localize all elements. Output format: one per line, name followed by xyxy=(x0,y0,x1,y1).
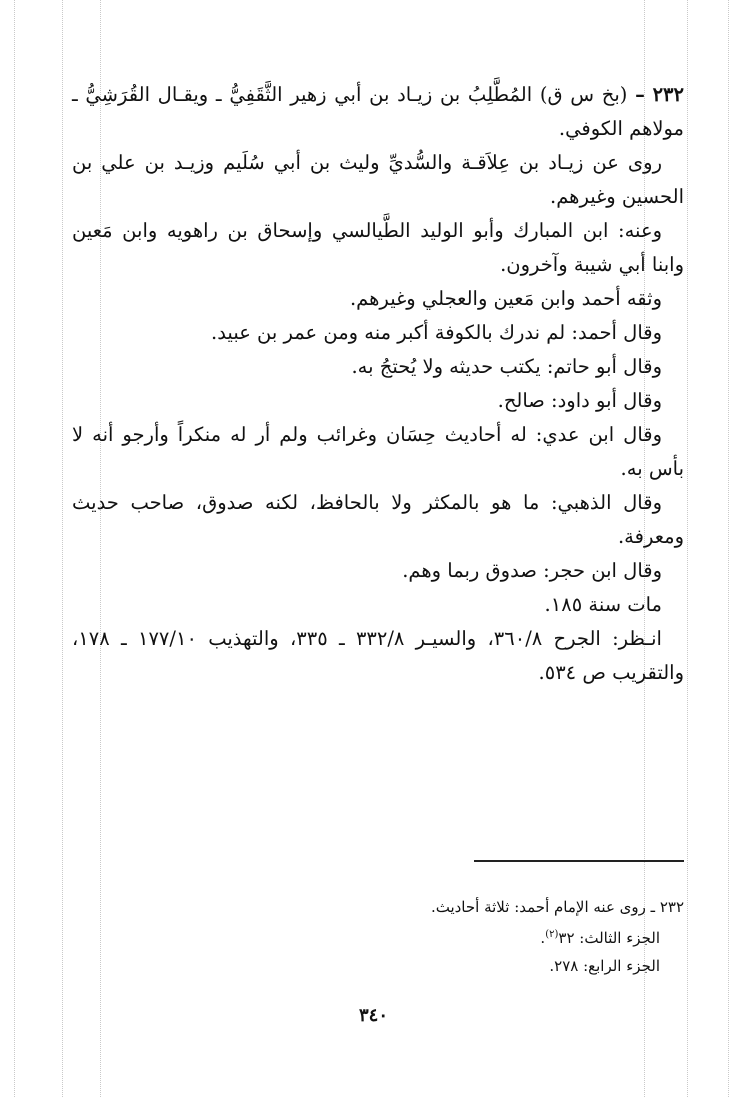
quote-ahmad: وقال أحمد: لم ندرك بالكوفة أكبر منه ومن عمر بن عبيد. xyxy=(211,321,662,344)
guide-line xyxy=(728,0,729,1097)
footnote-period: . xyxy=(540,929,546,947)
footnote-divider xyxy=(474,860,684,862)
footnote-line: الجزء الرابع: ٢٧٨. xyxy=(549,957,660,975)
quote-dhahabi: وقال الذهبي: ما هو بالمكثر ولا بالحافظ، لكنه صدوق، صاحب حديث ومعرفة. xyxy=(72,491,684,548)
quote-abu-dawud: وقال أبو داود: صالح. xyxy=(497,389,662,412)
quote-ibn-hajar: وقال ابن حجر: صدوق ربما وهم. xyxy=(402,559,662,582)
trusted-by: وثقه أحمد وابن مَعين والعجلي وغيرهم. xyxy=(349,287,662,310)
entry-heading xyxy=(72,78,684,146)
page-number: ٣٤٠ xyxy=(358,1005,388,1026)
narrated-from: روى عن زيـاد بن عِلاَقـة والسُّديِّ وليث بن أبي سُلَيم وزيـد بن علي بن الحسين وغيرهم. xyxy=(72,151,684,208)
entry-body xyxy=(72,78,684,690)
guide-line xyxy=(14,0,15,1097)
footnote-line: ٢٣٢ ـ روى عنه الإمام أحمد: ثلاثة أحاديث. xyxy=(430,898,684,916)
footnote-line xyxy=(72,921,684,952)
death-year: مات سنة ١٨٥. xyxy=(544,593,662,616)
guide-line xyxy=(62,0,63,1097)
quote-ibn-adi: وقال ابن عدي: له أحاديث حِسَان وغرائب ولم أر له منكراً وأرجو أنه لا بأس به. xyxy=(72,423,684,480)
narrators: وعنه: ابن المبارك وأبو الوليد الطَّيالسي وإسحاق بن راهويه وابن مَعين وابنا أبي شيبة وآخرون. xyxy=(72,219,684,276)
entry-title: (بخ س ق) المُطَّلِبُ بن زيـاد بن أبي زهير الثَّقَفِيُّ ـ ويقـال القُرَشِيُّ ـ مولاهم الكوفي. xyxy=(72,83,684,140)
quote-abu-hatim: وقال أبو حاتم: يكتب حديثه ولا يُحتجُ به. xyxy=(351,355,662,378)
references: انـظر: الجرح ٣٦٠/٨، والسيـر ٣٣٢/٨ ـ ٣٣٥، والتهذيب ١٧٧/١٠ ـ ١٧٨، والتقريب ص ٥٣٤. xyxy=(72,627,684,684)
entry-number: ٢٣٢ xyxy=(652,83,684,106)
entry-dash: – xyxy=(635,83,645,106)
footnote-marker: (٢) xyxy=(545,929,559,940)
guide-line xyxy=(687,0,688,1097)
footnote-part3: الجزء الثالث: ٣٢ xyxy=(558,929,660,947)
footnotes xyxy=(72,893,684,980)
